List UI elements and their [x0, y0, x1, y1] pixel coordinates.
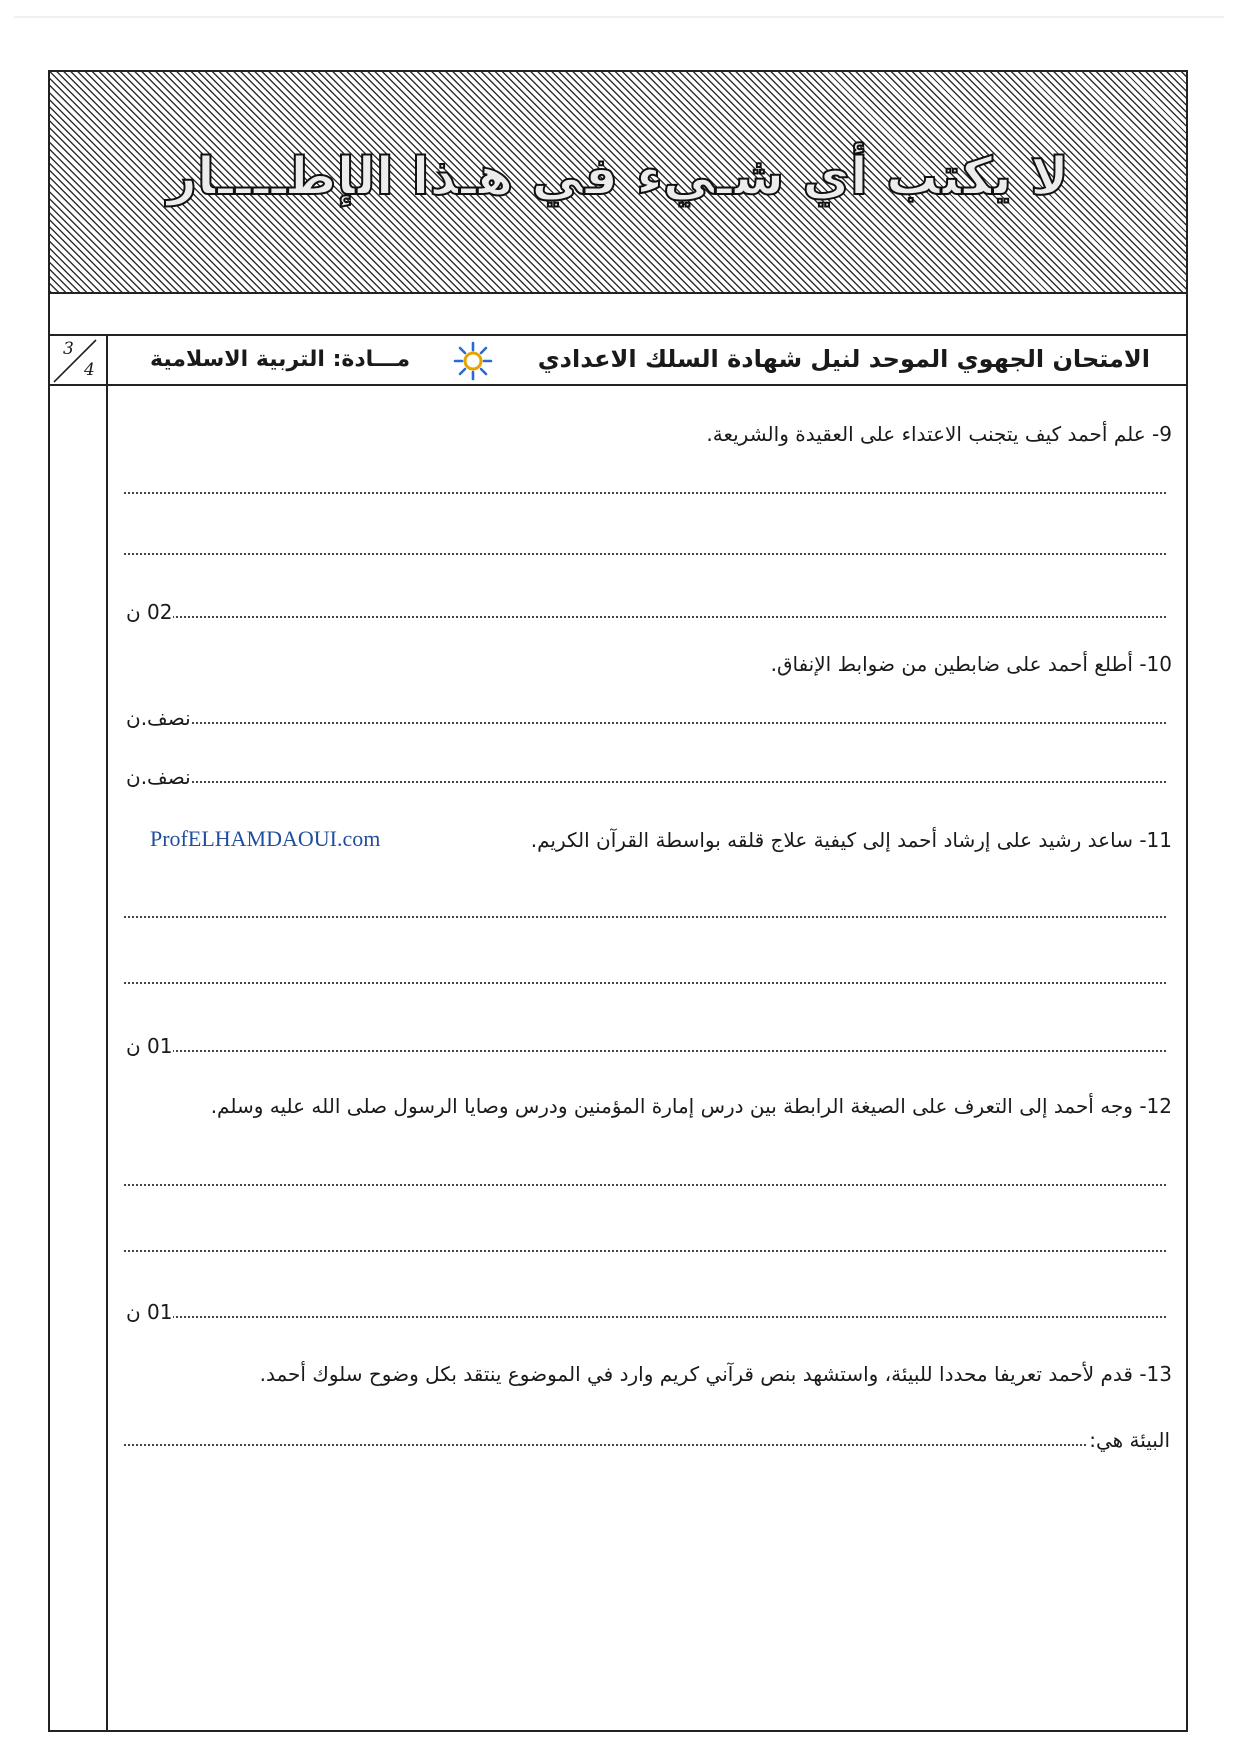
answer-line[interactable] — [124, 1250, 1166, 1252]
questions-area — [50, 72, 1186, 1730]
banner-text: لا يكتب أي شـيء في هـذا الإطــــار — [167, 147, 1069, 207]
answer-line[interactable] — [124, 781, 1166, 783]
answer-line[interactable] — [124, 982, 1166, 984]
answer-line[interactable] — [124, 1316, 1166, 1318]
answer-line[interactable] — [124, 1050, 1166, 1052]
page-total: 4 — [84, 360, 95, 380]
question-13: 13- قدم لأحمد تعريفا محددا للبيئة، واستشهد بنص قرآني كريم وارد في الموضوع ينتقد بكل وضوح سلوك أحمد. — [259, 1362, 1172, 1386]
score-mark: نصف.ن — [126, 706, 191, 730]
exam-sheet — [48, 70, 1188, 1732]
answer-line[interactable] — [124, 616, 1166, 618]
site-watermark: ProfELHAMDAOUI.com — [150, 826, 381, 851]
page-current: 3 — [63, 339, 74, 359]
answer-line[interactable] — [124, 553, 1166, 555]
score-mark: 01 ن — [126, 1034, 173, 1058]
answer-line[interactable] — [124, 722, 1166, 724]
exam-title: الامتحان الجهوي الموحد لنيل شهادة السلك الاعدادي — [537, 345, 1150, 373]
score-mark: 02 ن — [126, 600, 173, 624]
subject-label: مـــادة: التربية الاسلامية — [150, 347, 411, 372]
answer-line[interactable] — [124, 916, 1166, 918]
score-mark: نصف.ن — [126, 765, 191, 789]
question-10: 10- أطلع أحمد على ضابطين من ضوابط الإنفاق. — [770, 652, 1172, 676]
question-9: 9- علم أحمد كيف يتجنب الاعتداء على العقيدة والشريعة. — [706, 422, 1172, 446]
environment-label: البيئة هي: — [1089, 1428, 1170, 1452]
score-mark: 01 ن — [126, 1300, 173, 1324]
question-12: 12- وجه أحمد إلى التعرف على الصيغة الرابطة بين درس إمارة المؤمنين ودرس وصايا الرسول صلى الله عليه وسلم. — [210, 1094, 1172, 1118]
answer-line[interactable] — [124, 1184, 1166, 1186]
question-11: 11- ساعد رشيد على إرشاد أحمد إلى كيفية علاج قلقه بواسطة القرآن الكريم. — [530, 828, 1172, 852]
answer-line[interactable] — [124, 492, 1166, 494]
page-top-rule — [14, 16, 1224, 18]
answer-line[interactable] — [124, 1444, 1166, 1446]
